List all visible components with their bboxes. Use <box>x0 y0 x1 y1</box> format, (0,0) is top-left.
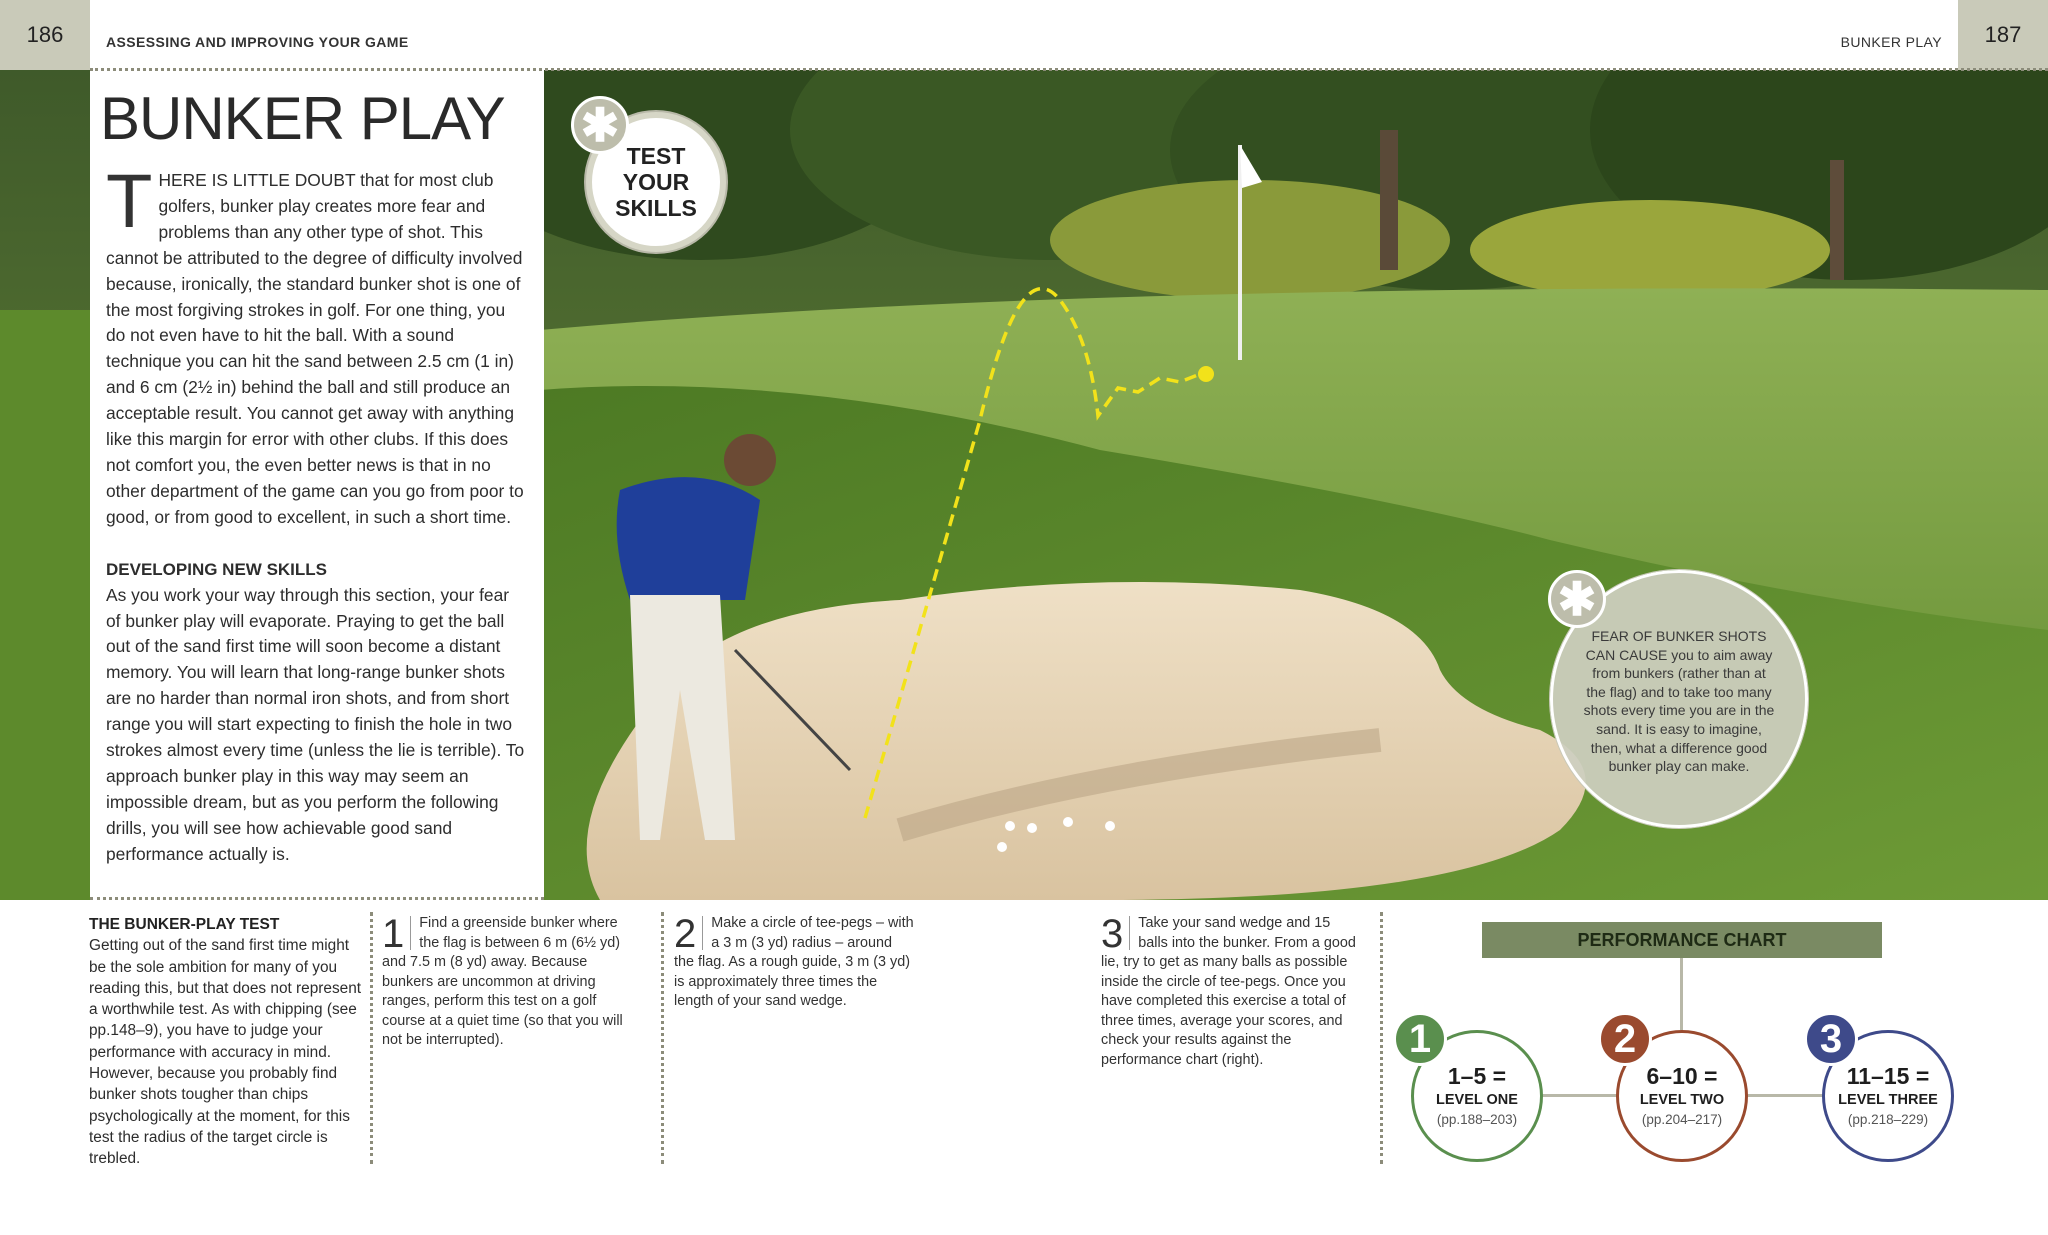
level-three-pages: (pp.218–229) <box>1847 1112 1929 1127</box>
left-page-number: 186 <box>0 0 90 70</box>
step-1-text: Find a greenside bunker where the flag is between 6 m (6½ yd) and 7.5 m (8 yd) away. Because bunkers are uncommon at driving ranges, perform this test on a golf course at a quiet time (so that you will not be interrupted). <box>382 915 623 1048</box>
dotted-rule-top <box>90 68 2048 71</box>
page-title: BUNKER PLAY <box>100 85 505 152</box>
column-divider <box>370 912 373 1164</box>
section-subhead: DEVELOPING NEW SKILLS <box>106 559 328 579</box>
asterisk-icon: ✱ <box>571 96 629 154</box>
right-page-number: 187 <box>1958 0 2048 70</box>
chart-connector <box>1680 958 1683 1030</box>
level-one-name: LEVEL ONE <box>1436 1092 1518 1108</box>
test-skills-line-1: TEST <box>626 143 686 169</box>
bunker-test-heading: THE BUNKER-PLAY TEST <box>89 916 280 933</box>
level-two-pages: (pp.204–217) <box>1641 1112 1723 1127</box>
step-1 <box>382 914 638 1051</box>
test-skills-line-3: SKILLS <box>615 195 697 221</box>
level-two-name: LEVEL TWO <box>1639 1092 1725 1108</box>
level-one-score: 1–5 = <box>1447 1063 1507 1089</box>
level-one-badge: 1 <box>1393 1012 1447 1066</box>
page-header <box>0 0 2048 70</box>
test-skills-line-2: YOUR <box>622 169 690 195</box>
step-3-number: 3 <box>1101 916 1130 950</box>
column-divider <box>1380 912 1383 1164</box>
performance-chart-title: PERFORMANCE CHART <box>1482 922 1882 958</box>
step-1-number: 1 <box>382 916 411 950</box>
right-running-head: BUNKER PLAY <box>1840 34 1942 50</box>
step-2 <box>674 914 914 1012</box>
bunker-test-body: Getting out of the sand first time might be the sole ambition for many of you reading this, but that does not represent a worthwhile test. As with chipping (see pp.148–9), you have to judge your performance with accuracy in mind. However, because you probably find bunker shots tougher than chips psychologically at the moment, for this test the radius of the target circle is trebled. <box>89 937 362 1168</box>
fear-callout: FEAR OF BUNKER SHOTS CAN CAUSE you to aim away from bunkers (rather than at the flag) and to take too many shots every time you are in the sand. It is easy to imagine, then, what a difference good bunker play can make. <box>1550 570 1808 828</box>
level-three-name: LEVEL THREE <box>1838 1092 1938 1108</box>
step-3 <box>1101 914 1359 1070</box>
intro-paragraph-1 <box>106 159 528 531</box>
level-three-badge: 3 <box>1804 1012 1858 1066</box>
column-divider <box>661 912 664 1164</box>
level-one-pages: (pp.188–203) <box>1436 1112 1518 1127</box>
level-two-badge: 2 <box>1598 1012 1652 1066</box>
level-two-score: 6–10 = <box>1646 1063 1718 1089</box>
asterisk-icon: ✱ <box>1548 570 1606 628</box>
step-2-text: Make a circle of tee-pegs – with a 3 m (3 yd) radius – around the flag. As a rough guide, 3 m (3 yd) is approximately three times the length of your sand wedge. <box>674 915 914 1009</box>
bunker-test-intro <box>89 914 369 1170</box>
step-2-number: 2 <box>674 916 703 950</box>
intro-paragraph-1-text: HERE IS LITTLE DOUBT that for most club golfers, bunker play creates more fear and problems than any other type of shot. This cannot be attributed to the degree of difficulty involved because, ironically, the standard bunker shot is one of the most forgiving strokes in golf. For one thing, you do not even have to hit the ball. With a sound technique you can hit the sand between 2.5 cm (1 in) and 6 cm (2½ in) behind the ball and still produce an acceptable result. You cannot get away with anything like this margin for error with other clubs. If this does not comfort you, the even better news is that in no other department of the game can you go from poor to good, or from good to excellent, in such a short time. <box>106 170 524 527</box>
dropcap: T <box>106 159 153 244</box>
level-three-score: 11–15 = <box>1846 1063 1930 1089</box>
intro-paragraph-2: As you work your way through this section, your fear of bunker play will evaporate. Praying to get the ball out of the sand first time will soon become a distant memory. You will learn that long-range bunker shots are no harder than normal iron shots, and from short range you will start expecting to finish the hole in two strokes almost every time (unless the lie is terrible). To approach bunker play in this way may seem an impossible dream, but as you perform the following drills, you will see how achievable good sand performance actually is. <box>106 584 525 864</box>
step-3-text: Take your sand wedge and 15 balls into the bunker. From a good lie, try to get as many balls as possible inside the circle of tee-pegs. Once you have completed this exercise a total of three times, average your scores, and check your results against the performance chart (right). <box>1101 915 1356 1068</box>
intro-text <box>106 159 528 868</box>
left-running-head: ASSESSING AND IMPROVING YOUR GAME <box>106 34 409 50</box>
